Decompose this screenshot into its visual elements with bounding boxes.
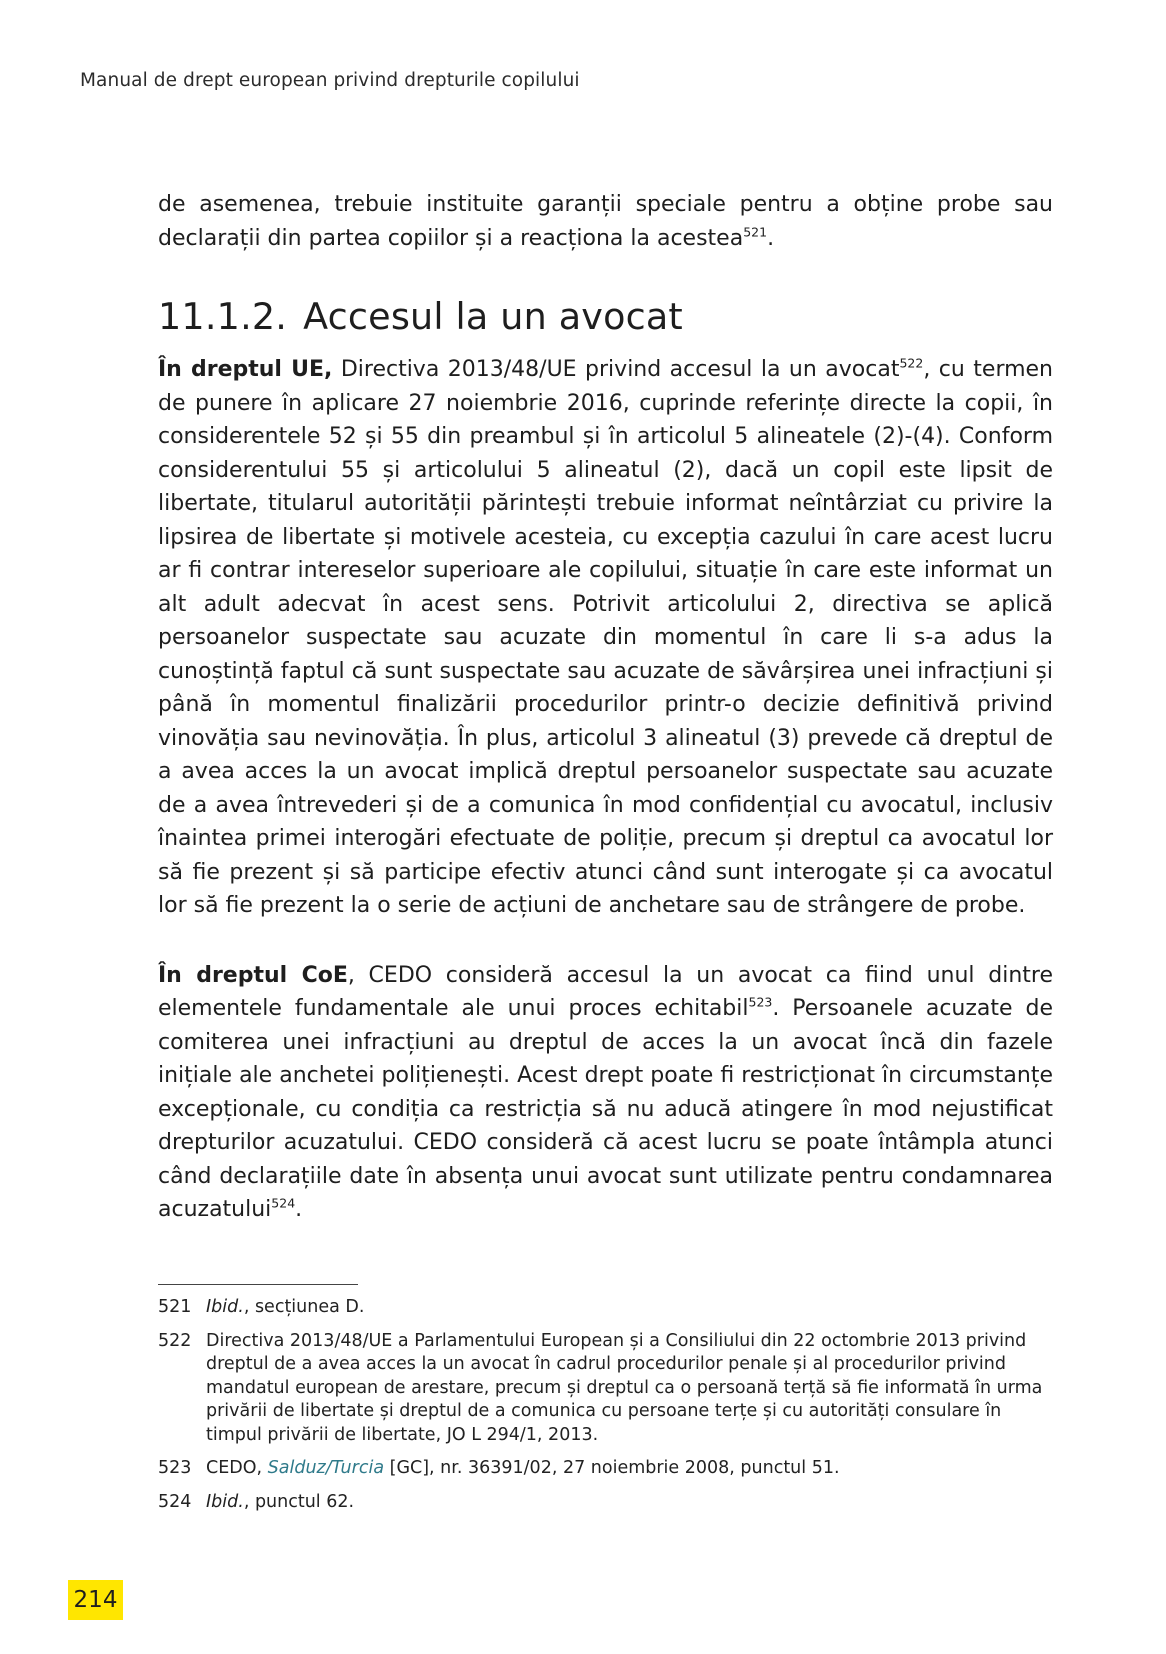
footnote-number: 523 xyxy=(158,1458,192,1478)
footnote-text: Directiva 2013/48/UE a Parlamentului European și a Consiliului din 22 octombrie 2013 privind dreptul de a avea acces la un avocat în cadrul procedurilor penale și al procedurilor privind mandatul european de arestare, precum și dreptul ca o persoană terță să fie informată în urma privării de libertate și dreptul de a comunica cu persoane terțe și cu autorități consulare în timpul privării de libertate, JO L 294/1, 2013. xyxy=(206,1330,1043,1445)
footnote-524 xyxy=(158,1491,1053,1515)
coe-law-paragraph: În dreptul CoE, CEDO consideră accesul la un avocat ca fiind unul dintre elementele fundamentale ale unui proces echitabil$^{523}$. Persoanele acuzate de comiterea unei infracțiuni au dreptul de acces la un avocat încă din fazele inițiale ale anchetei polițienești. Acest drept poate fi restricționat în circumstanțe excepționale, cu condiția ca restricția să nu aducă atingere în mod nejustificat drepturilor acuzatului. CEDO consideră că acest lucru se poate întâmpla atunci când declarațiile date în absența unui avocat sunt utilizate pentru condamnarea acuzatului$^{524}$. xyxy=(158,962,1053,1222)
eu-law-paragraph: În dreptul UE, Directiva 2013/48/UE privind accesul la un avocat$^{522}$, cu termen de punere în aplicare 27 noiembrie 2016, cuprinde referințe directe la copii, în considerentele 52 și 55 din preambul și în articolul 5 alineatele (2)-(4). Conform considerentului 55 și articolului 5 alineatul (2), dacă un copil este lipsit de libertate, titularul autorității părintești trebuie informat neîntârziat cu privire la lipsirea de libertate și motivele acesteia, cu excepția cazului în care acest lucru ar fi contrar intereselor superioare ale copilului, situație în care este informat un alt adult adecvat în acest sens. Potrivit articolului 2, directiva se aplică persoanelor suspectate sau acuzate din momentul în care li s-a adus la cunoștință faptul că sunt suspectate sau acuzate de săvârșirea unei infracțiuni și până în momentul finalizării procedurilor printr-o decizie definitivă privind vinovăția sau nevinovăția. În plus, articolul 3 alineatul (3) prevede că dreptul de a avea acces la un avocat implică dreptul persoanelor suspectate sau acuzate de a avea întrevederi și de a comunica în mod confidențial cu avocatul, inclusiv înaintea primei interogări efectuate de poliție, precum și dreptul ca avocatul lor să fie prezent și să participe efectiv atunci când sunt interogate și ca avocatul lor să fie prezent la o serie de acțiuni de anchetare sau de strângere de probe. xyxy=(158,355,1054,918)
running-header: Manual de drept european privind drepturile copilului xyxy=(80,70,580,91)
footnote-ref-524[interactable]: 524 xyxy=(271,1195,296,1211)
eu-law-lead: În dreptul UE, xyxy=(158,357,333,382)
section-title: Accesul la un avocat xyxy=(303,295,683,338)
section-heading xyxy=(158,295,1053,339)
case-link-salduz[interactable]: Salduz/Turcia xyxy=(267,1458,385,1478)
intro-paragraph: de asemenea, trebuie instituite garanții speciale pentru a obține probe sau declarații din partea copiilor și a reacționa la acestea$^{521}$. xyxy=(158,192,1053,251)
footnote-ref-522[interactable]: 522 xyxy=(899,355,924,371)
footnote-text: Ibid., punctul 62. xyxy=(206,1491,355,1512)
footnote-number: 521 xyxy=(158,1297,192,1317)
footnote-ref-523[interactable]: 523 xyxy=(748,994,773,1010)
footnote-number: 524 xyxy=(158,1491,192,1512)
footnote-521 xyxy=(158,1296,1053,1320)
section-number: 11.1.2. xyxy=(158,295,288,338)
footnote-ref-521[interactable]: 521 xyxy=(743,224,768,240)
footnote-523 xyxy=(158,1457,1053,1481)
main-content xyxy=(158,188,1053,1227)
footnotes xyxy=(158,1296,1053,1524)
footnote-text: CEDO, Salduz/Turcia [GC], nr. 36391/02, 27 noiembrie 2008, punctul 51. xyxy=(206,1458,840,1478)
footnote-divider xyxy=(158,1284,358,1285)
coe-law-lead: În dreptul CoE xyxy=(158,962,348,988)
footnote-522 xyxy=(158,1330,1053,1448)
footnote-number: 522 xyxy=(158,1330,192,1351)
footnote-text: Ibid., secțiunea D. xyxy=(206,1297,365,1317)
page-number: 214 xyxy=(68,1580,123,1620)
